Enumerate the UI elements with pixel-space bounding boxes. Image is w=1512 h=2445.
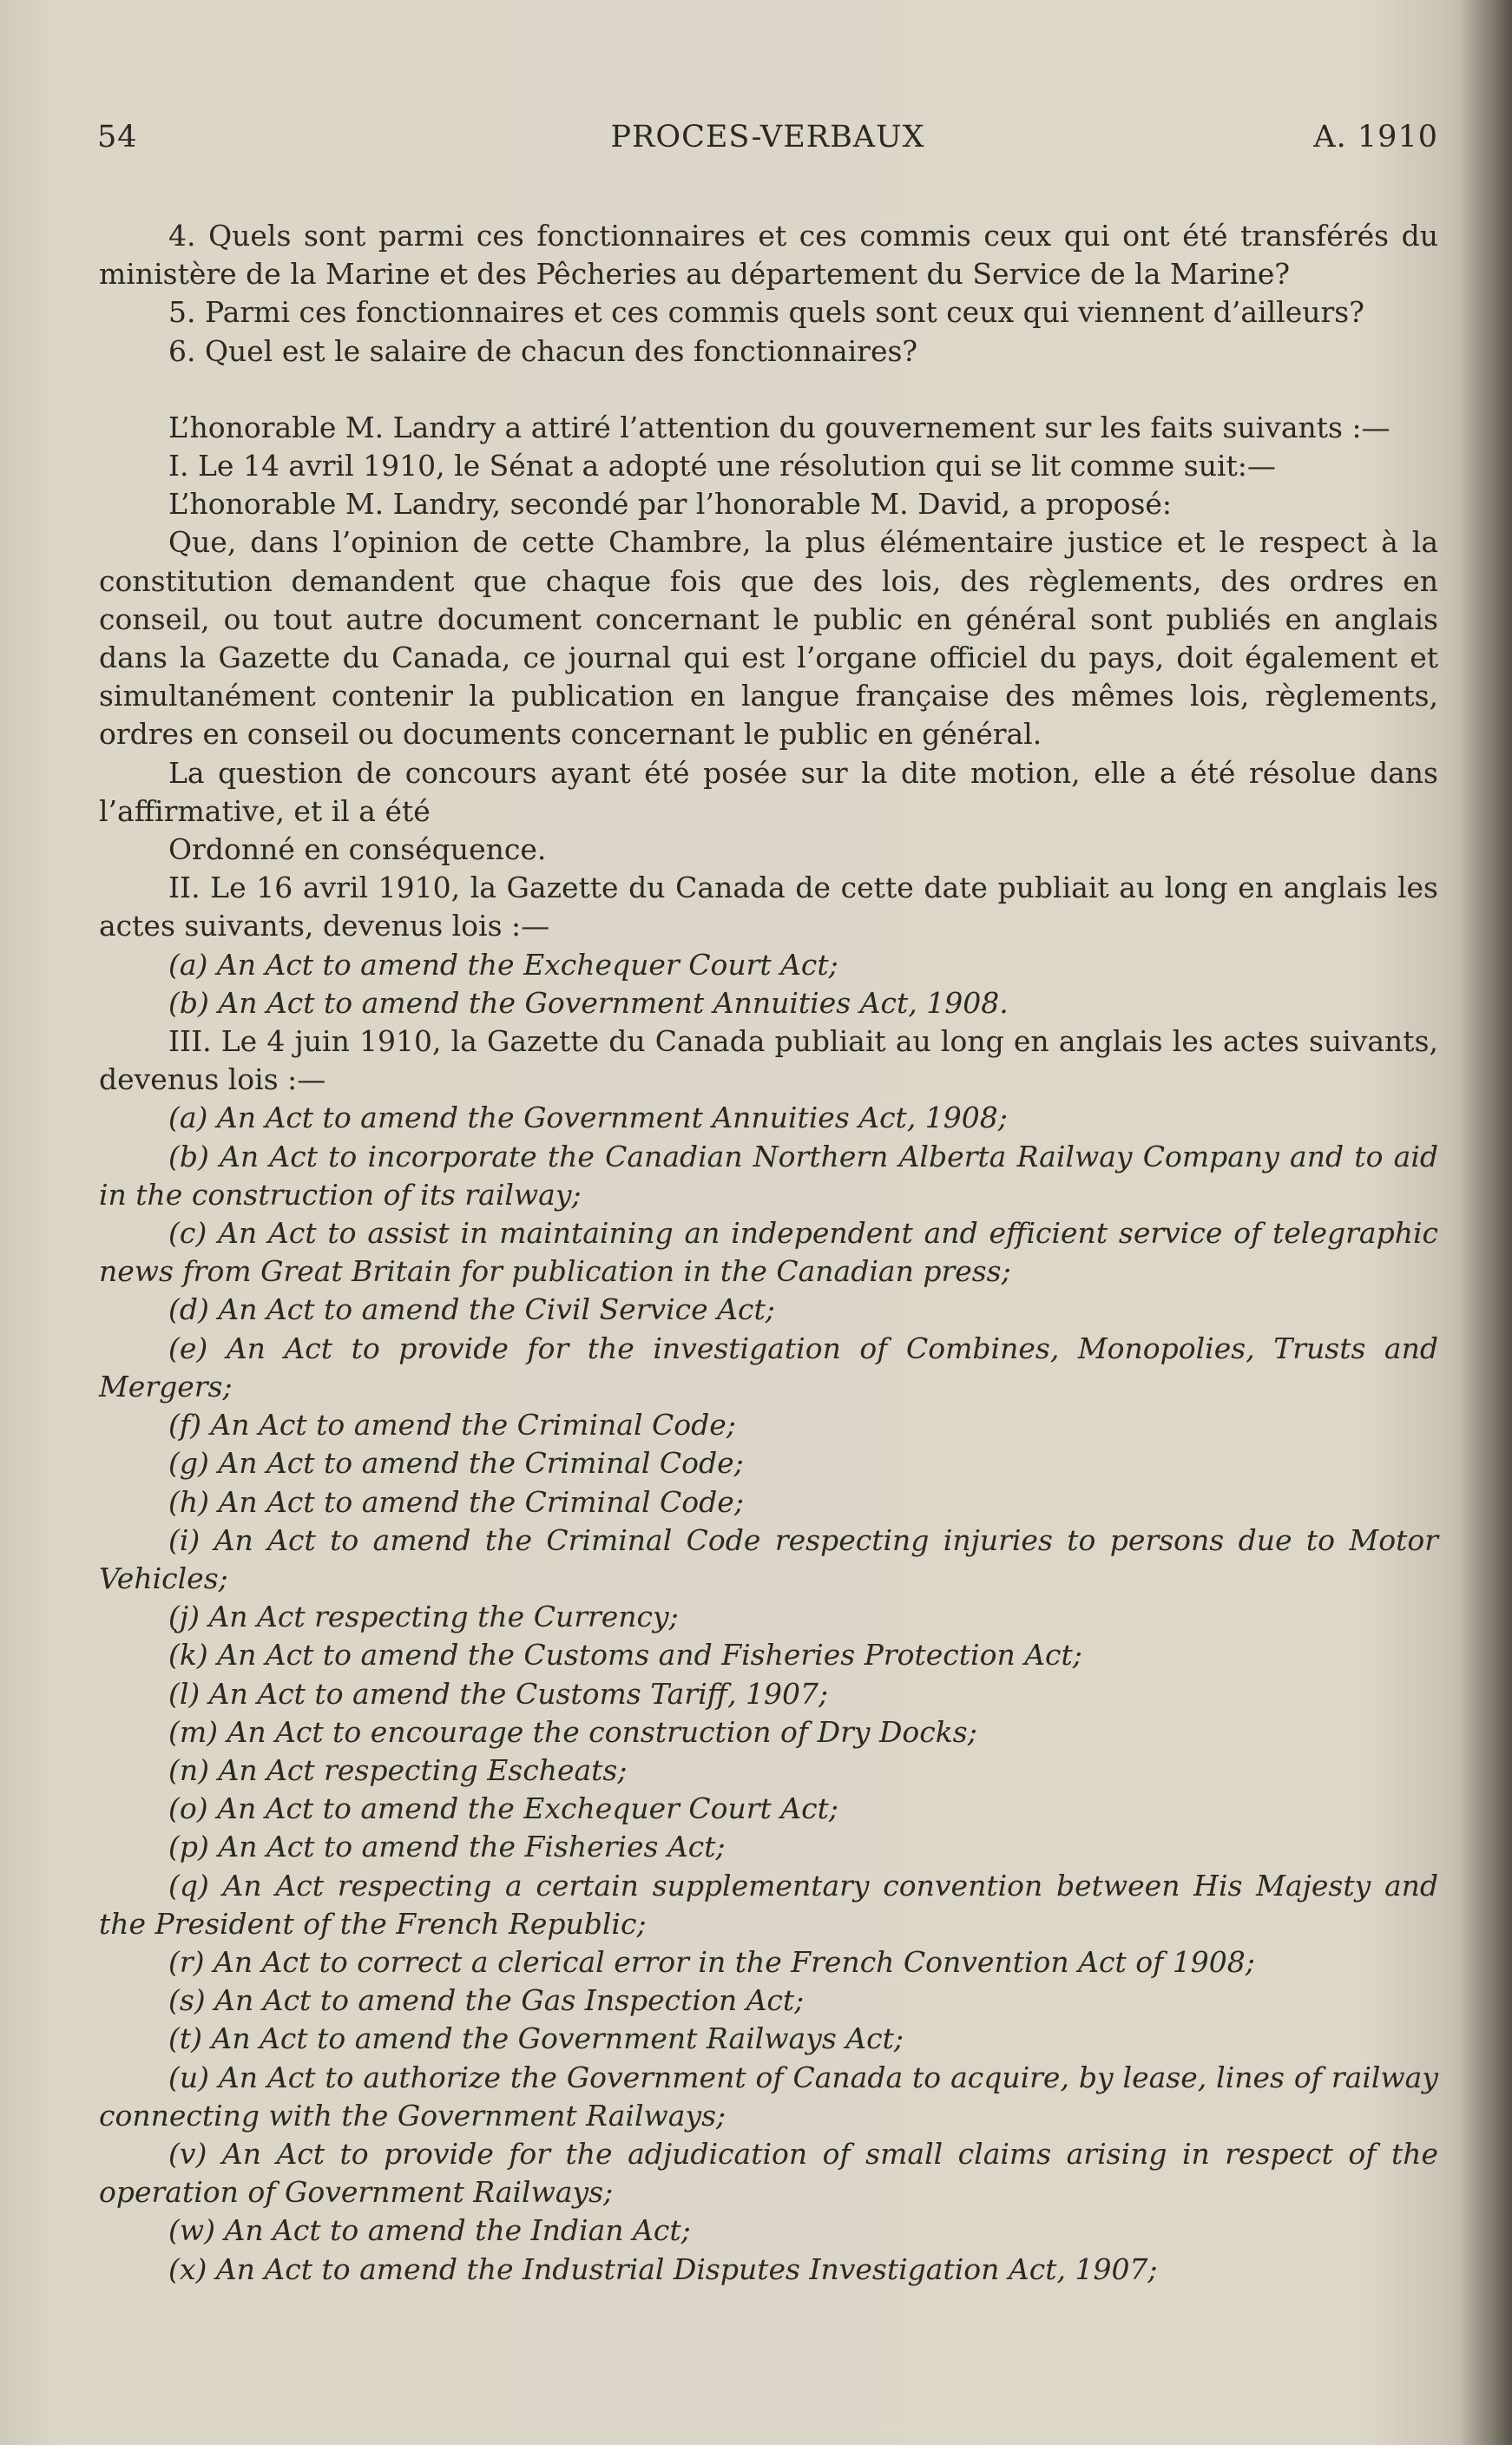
paragraph-landry-attention: L’honorable M. Landry a attiré l’attention du gouvernement sur les faits suivants :— — [168, 410, 1390, 444]
act-item: (j) An Act respecting the Currency; — [168, 1600, 679, 1634]
act-item: (w) An Act to amend the Indian Act; — [168, 2213, 691, 2248]
paragraph-question-put: La question de concours ayant été posée sur la dite motion, elle a été résolue dans l’affirmative, et il a été — [99, 755, 1438, 828]
paragraph-question-4: 4. Quels sont parmi ces fonctionnaires et ces commis ceux qui ont été transférés du ministère de la Marine et des Pêcheries au département du Service de la Marine? — [99, 219, 1438, 292]
act-item: (c) An Act to assist in maintaining an independent and efficient service of telegraphic news from Great Britain for publication in the Canadian press; — [99, 1216, 1438, 1289]
act-item: (p) An Act to amend the Fisheries Act; — [168, 1830, 726, 1864]
page-body — [99, 217, 1438, 2289]
act-item: (v) An Act to provide for the adjudication of small claims arising in respect of the operation of Government Railways; — [99, 2136, 1438, 2210]
paragraph-ordered: Ordonné en conséquence. — [168, 832, 547, 867]
act-item: (i) An Act to amend the Criminal Code respecting injuries to persons due to Motor Vehicles; — [99, 1522, 1438, 1595]
act-item: (r) An Act to correct a clerical error in the French Convention Act of 1908; — [168, 1944, 1255, 1979]
paragraph-motion-mover: L’honorable M. Landry, secondé par l’honorable M. David, a proposé: — [168, 487, 1173, 522]
act-item: (h) An Act to amend the Criminal Code; — [168, 1484, 744, 1519]
paragraph-gazette-june: III. Le 4 juin 1910, la Gazette du Canada publiait au long en anglais les actes suivants, devenus lois :— — [99, 1024, 1438, 1097]
act-item: (a) An Act to amend the Government Annuities Act, 1908; — [168, 1101, 1008, 1135]
act-item: (q) An Act respecting a certain supplementary convention between His Majesty and the President of the French Republic; — [99, 1868, 1438, 1941]
act-item: (x) An Act to amend the Industrial Disputes Investigation Act, 1907; — [168, 2251, 1158, 2286]
act-item: (u) An Act to authorize the Government of Canada to acquire, by lease, lines of railway connecting with the Government Railways; — [99, 2060, 1438, 2133]
page-header — [97, 120, 1438, 158]
act-item: (t) An Act to amend the Government Railways Act; — [168, 2021, 904, 2056]
page-edge-shadow — [1460, 0, 1512, 2445]
act-item: (k) An Act to amend the Customs and Fisheries Protection Act; — [168, 1638, 1082, 1673]
paragraph-question-5: 5. Parmi ces fonctionnaires et ces commis quels sont ceux qui viennent d’ailleurs? — [168, 295, 1364, 330]
act-item: (e) An Act to provide for the investigation of Combines, Monopolies, Trusts and Mergers; — [99, 1331, 1438, 1403]
act-item: (g) An Act to amend the Criminal Code; — [168, 1446, 744, 1481]
act-item: (o) An Act to amend the Exchequer Court Act; — [168, 1791, 838, 1826]
act-item: (a) An Act to amend the Exchequer Court Act; — [168, 947, 838, 982]
act-item: (d) An Act to amend the Civil Service Act; — [168, 1292, 775, 1327]
page-title: PROCES-VERBAUX — [610, 120, 925, 154]
act-item: (n) An Act respecting Escheats; — [168, 1752, 628, 1787]
paragraph-motion-text: Que, dans l’opinion de cette Chambre, la plus élémentaire justice et le respect à la constitution demandent que chaque fois que des lois, des règlements, des ordres en conseil, ou tout autre document concernant le public en général sont publiés en anglais dans la Gazette du Canada, ce journal qui est l’organe officiel du pays, doit également et simultanément contenir la publication en langue française des mêmes lois, règlements, ordres en conseil ou documents concernant le public en général. — [99, 525, 1438, 752]
paragraph-senate-resolution: I. Le 14 avril 1910, le Sénat a adopté une résolution qui se lit comme suit:— — [168, 449, 1276, 483]
paragraph-gazette-april: II. Le 16 avril 1910, la Gazette du Canada de cette date publiait au long en anglais les actes suivants, devenus lois :— — [99, 871, 1438, 943]
paragraph-question-6: 6. Quel est le salaire de chacun des fonctionnaires? — [168, 333, 918, 368]
act-item: (f) An Act to amend the Criminal Code; — [168, 1408, 736, 1443]
act-item: (m) An Act to encourage the construction of Dry Docks; — [168, 1714, 977, 1749]
act-item: (b) An Act to incorporate the Canadian Northern Alberta Railway Company and to aid in the construction of its railway; — [99, 1139, 1438, 1212]
act-item: (l) An Act to amend the Customs Tariff, 1907; — [168, 1676, 829, 1711]
page-number: 54 — [97, 120, 138, 154]
act-item: (s) An Act to amend the Gas Inspection Act; — [168, 1983, 805, 2018]
session-year: A. 1910 — [1313, 120, 1438, 154]
act-item: (b) An Act to amend the Government Annuities Act, 1908. — [168, 985, 1009, 1020]
